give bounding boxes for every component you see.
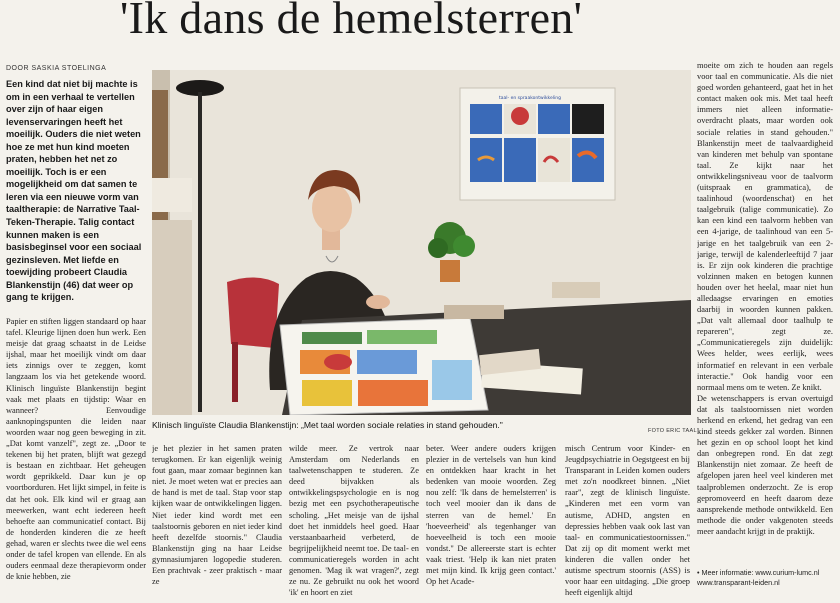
svg-text:taal- en spraakontwikkeling: taal- en spraakontwikkeling (499, 96, 561, 101)
info-links (697, 568, 837, 587)
article-photo (152, 70, 691, 415)
body-text: Papier en stiften liggen standaard op haar tafel. Kleurige lijnen doen hun werk. Een meisje dat graag schaatst in de Leidse ijshal, maar het moeilijk vindt om daar iets zinnigs over te zeggen, komt langzaam los via het getekende woord. Klinisch linguïste Blankenstijn begint vaak met plaats en tijdstip: Waar en wanneer? Eenvoudige aanknopingspunten die leiden naar woorden waar nog geen beweging in zit. „Dat komt vanzelf", zegt ze. „Door te tekenen bij het praten, blijft wat gezegd is bestaan en zichtbaar. Het geheugen wordt geprikkeld. Daar kun je op voortborduren. Het lijkt simpel, in feite is dat het ook. Elk kind wil er graag aan meewerken, want echt iedereen heeft behoefte aan communicatief contact. Bij de honderden kinderen die ze heeft gehad, waren er slechts twee die wel eens onder de tafel kropen van ellende. En als ouders eenmaal deze therapievorm onder de knie hebben, zie (6, 317, 146, 582)
body-text: je het plezier in het samen praten terugkomen. Er kan eigenlijk weinig fout gaan, maar zomaar beginnen kan niet. Je moet weten wat er precies aan de hand is met de taal. Stap voor stap kijken waar de ontwikkelingen liggen. Niet ieder kind wordt met een taalstoornis geboren en niet ieder kind heeft dezelfde stoornis." Claudia Blankenstijn ging na haar Leidse gymnasiumjaren logopedie studeren. Een prachtvak - zeer praktisch - maar ze (152, 444, 282, 587)
headline: 'Ik dans de hemelsterren' (120, 0, 583, 43)
table-drawing (280, 318, 488, 415)
photo-caption: Klinisch linguïste Claudia Blankenstijn: „Met taal worden sociale relaties in stand gehouden." (152, 420, 503, 430)
info-link-curium[interactable]: • Meer informatie: www.curium-lumc.nl (697, 568, 820, 577)
photo-illustration (152, 70, 691, 415)
body-column-4 (426, 443, 556, 603)
photo-credit: FOTO ERIC TAAL (648, 428, 697, 434)
body-column-6 (697, 60, 833, 600)
body-column-5 (565, 443, 690, 603)
body-text: moeite om zich te houden aan regels voor taal en communicatie. Als die niet goed worden gehanteerd, gaat het in het contact maken ook mis. Met taal heeft immers niet alleen informatie-overdracht plaats, maar worden ook sociale relaties in stand gehouden." Blankenstijn meet de taalvaardigheid van kinderen met behulp van spontane taal. Ze kijkt naar het ontwikkelingsniveau voor de taalvorm (uitspraak en grammatica), de taalinhoud (woordenschat) en het taalgebruik (talige communicatie). Zo kan een kind een taalvorm hebben van een 4-jarige, de taalinhoud van een 5-jarige en het taalgebruik van een 2-jarige, terwijl de kalenderleeftijd 7 jaar is. Er zijn ook kinderen die prachtige volzinnen maken en betogen kunnen houden over het heelal, maar niet hun alledaagse ervaringen en emoties daarbij in woorden kunnen pakken. „Dat valt allemaal door taalhulp te repareren", zegt ze. „Communicatieregels zijn duidelijk: Wees helder, wees eerlijk, wees informatief en relevant in een verbale interactie." Ook handig voor een normaal mens om te weten. Ze knikt. (697, 61, 833, 392)
body-text: beter. Weer andere ouders krijgen plezier in de vertelsels van hun kind en ontdekken haar kracht in het bedenken van mooie woorden. Zeg nou zelf: 'Ik dans de hemelsterren' is toch veel mooier dan ik dans de sterren van de hemel.' En 'hoeveerheid' als tegenhanger van hoeveelheid is toch een mooie vondst." De allereerste start is echter vaak triest. 'Help ik kan niet praten met mijn kind. Ik krijg geen contact.' Op het Acade- (426, 444, 556, 587)
body-text: De wetenschappers is ervan overtuigd dat als taalstoornissen niet worden herkend en erkend, het gedrag van een kind steeds gekker zal worden. Binnen het gezin en op school loopt het kind dan onbegrepen rond. En dat zegt Blankenstijn niet zomaar. Ze heeft de afgelopen jaren heel veel kinderen met taalproblemen onderzocht. Ze is erop gepromoveerd en heeft daarom deze aansprekende methode ontwikkeld. Een methode die onder vakgenoten steeds meer aandacht krijgt in de praktijk. (697, 393, 833, 536)
wall-drawing (460, 88, 615, 200)
body-text: wilde meer. Ze vertrok naar Amsterdam om Nederlands en taalwetenschappen te studeren. Ze deed bijvakken als ontwikkelingspsychologie en is nog bezig met een psychotherapeutische scholing. „Het meisje van de ijshal doet het inmiddels heel goed. Haar verstaanbaarheid verbeterd, de begrijpelijkheid neemt toe. De taal- en communicatieregels worden in acht genomen. 'Mag ik wat vragen?', zegt ze nu. Ze gebruikt nu ook het woord 'ik' en hoort en ziet (289, 444, 419, 598)
chair-left (227, 277, 279, 348)
lead-paragraph: Een kind dat niet bij machte is om in een verhaal te vertellen over zijn of haar eigen levenservaringen heeft het moeilijk. Ouders die niet weten hoe ze met hun kind moeten praten, hebben het net zo moeilijk. Toch is er een mogelijkheid om dat samen te leren via een nieuwe vorm van taaltherapie: de Narrative Taal-Teken-Therapie. Talig contact kunnen maken is een basisbeginsel voor een sociaal gezinsleven. Met liefde en toewijding probeert Claudia Blankenstijn (46) dat weer op gang te krijgen. (6, 79, 142, 303)
info-link-transparant[interactable]: www.transparant-leiden.nl (697, 577, 780, 587)
body-text: misch Centrum voor Kinder- en Jeugdpsychiatrie in Oegstgeest en bij Transparant in Leiden komen ouders met zo'n noodkreet binnen. „Niet raar", zegt de klinisch linguïste. „Kinderen met een vorm van autisme, ADHD, angsten en depressies hebben vaak ook last van taal- en communicatiestoornissen." Dat zij op dit moment werkt met kinderen die vallen onder het autisme spectrum stoornis (ASS) is voor haar een uitdaging. „Die groep heeft eigenlijk altijd (565, 444, 690, 598)
byline: DOOR SASKIA STOELINGA (6, 65, 107, 72)
body-column-3 (289, 443, 419, 603)
body-column-1 (6, 316, 146, 603)
body-column-2 (152, 443, 282, 603)
